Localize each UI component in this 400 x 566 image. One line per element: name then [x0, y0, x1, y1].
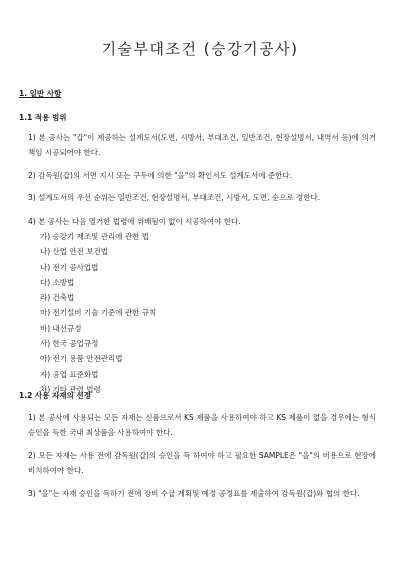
- materials-paragraph-2: 2) 모든 자재는 사용 전에 감독원(갑)의 승인을 득 하여야 하고 필요한 SAMPLE은 "을"의 비용으로 현장에 비치하여야 한다.: [28, 451, 376, 475]
- list-item: 바) 내선규정: [40, 323, 82, 333]
- materials-paragraph-1: 1) 본 공사에 사용되는 모든 자재는 신품으로서 KS 제품을 사용하여야 하고 KS 제품이 없을 경우에는 형식 승인을 득한 국내 최상품을 사용하여야 한다.: [28, 413, 376, 437]
- list-item: 자) 공업 표준화법: [40, 369, 99, 379]
- list-item: 차) 기타 관련 법령: [40, 384, 101, 394]
- list-item: 라) 건축법: [40, 293, 75, 303]
- list-item: 사) 한국 공업규정: [40, 339, 99, 349]
- applicable-laws-list: [40, 229, 156, 397]
- section-heading-general: 1. 일반 사항: [19, 89, 62, 98]
- scope-paragraph-2: 2) 감독원(갑)의 서면 지시 또는 구두에 의한 "을"의 확인서도 설계도서에 준한다.: [28, 171, 293, 180]
- list-item: 아) 전기 용품 안전관리법: [40, 354, 123, 364]
- subsection-heading-scope: 1.1 적용 범위: [19, 113, 67, 122]
- list-item: 나) 전기 공사업법: [40, 262, 99, 272]
- scope-paragraph-1: 1) 본 공사는 "갑"이 제공하는 설계도서(도면, 시방서, 부대조건, 일반조건, 현장설명서, 내역서 등)에 의거 책임 시공되어야 한다.: [28, 133, 376, 157]
- list-item: 나) 산업 안전 보건법: [40, 247, 109, 257]
- document-title: 기술부대조건 (승강기공사): [101, 40, 299, 58]
- list-item: 마) 전기설비 기술 기준에 관한 규칙: [40, 308, 157, 318]
- list-item: 가) 승강기 제조및 관리에 관한 법: [40, 232, 150, 241]
- scope-paragraph-3: 3) 설계도서의 우선 순위는 일반조건, 현장설명서, 부대조건, 시방서, 도면, 순으로 정한다.: [28, 193, 321, 202]
- subsection-heading-materials: 1.2 사용 자재의 선정: [19, 391, 91, 400]
- scope-paragraph-4: 4) 본 공사는 다음 열거한 법령에 위배됨이 없이 시공하여야 한다.: [28, 217, 241, 226]
- materials-paragraph-3: 3) "을"는 자재 승인을 득하기 전에 장비 수급 계획및 예정 공정표를 제출하여 감독원(갑)와 협의 한다.: [28, 489, 360, 498]
- list-item: 다) 소방법: [40, 277, 75, 287]
